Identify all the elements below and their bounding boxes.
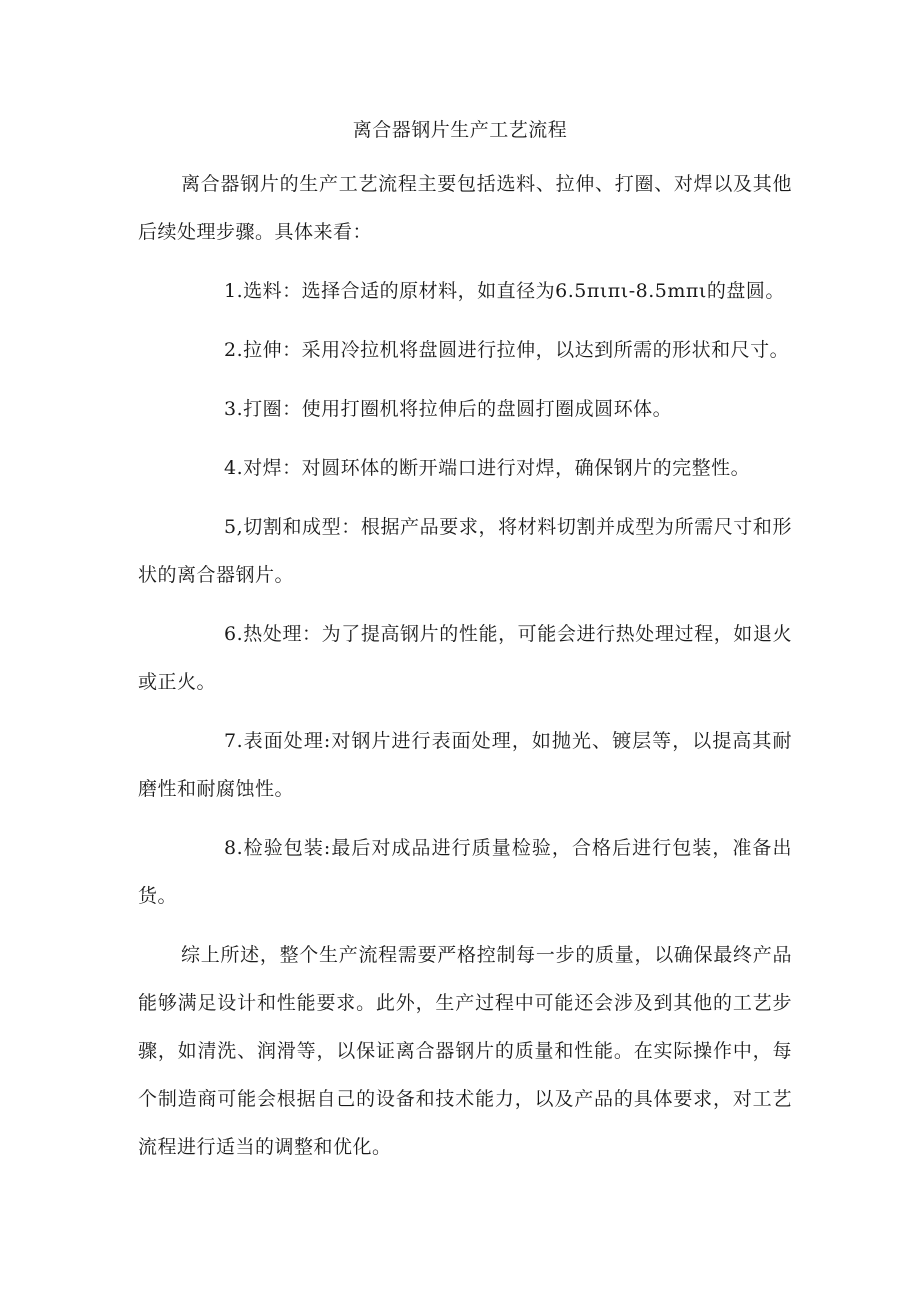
step-item-5 (138, 503, 792, 599)
step-text: .对焊：对圆环体的断开端口进行对焊，确保钢片的完整性。 (236, 457, 751, 479)
step-item-2 (138, 326, 792, 374)
document-title: 离合器钢片生产工艺流程 (352, 119, 568, 141)
step-text: .打圈：使用打圈机将拉伸后的盘圆打圈成圆环体。 (236, 398, 673, 420)
step-text: .检验包装:最后对成品进行质量检验，合格后进行包装，准备出货。 (138, 837, 792, 907)
step-item-6 (138, 610, 792, 706)
intro-paragraph: 离合器钢片的生产工艺流程主要包括选料、拉伸、打圈、对焊以及其他后续处理步骤。具体来看： (138, 173, 792, 243)
step-text: .表面处理:对钢片进行表面处理，如抛光、镀层等，以提高其耐磨性和耐腐蚀性。 (138, 730, 792, 800)
step-number: 8 (224, 837, 237, 859)
step-number: 4 (224, 457, 237, 479)
step-number: 2 (224, 339, 237, 361)
step-item-7 (138, 717, 792, 813)
step-text: .选料：选择合适的原材料，如直径为6.5πιπι-8.5mπι的盘圆。 (236, 280, 785, 302)
step-item-3 (138, 385, 792, 433)
step-item-4 (138, 444, 792, 492)
step-number: 7 (224, 730, 237, 752)
step-item-1 (138, 267, 792, 315)
step-number: 5 (224, 516, 237, 538)
step-item-8 (138, 824, 792, 920)
step-number: 1 (224, 280, 237, 302)
step-number: 3 (224, 398, 237, 420)
conclusion-paragraph: 综上所述，整个生产流程需要严格控制每一步的质量，以确保最终产品能够满足设计和性能要求。此外，生产过程中可能还会涉及到其他的工艺步骤，如清洗、润滑等，以保证离合器钢片的质量和性能。在实际操作中，每个制造商可能会根据自己的设备和技术能力，以及产品的具体要求，对工艺流程进行适当的调整和优化。 (138, 944, 792, 1158)
step-text: .热处理：为了提高钢片的性能，可能会进行热处理过程，如退火或正火。 (138, 623, 792, 693)
step-text: .拉伸：采用冷拉机将盘圆进行拉伸，以达到所需的形状和尺寸。 (236, 339, 790, 361)
step-text: ,切割和成型：根据产品要求，将材料切割并成型为所需尺寸和形状的离合器钢片。 (138, 516, 792, 586)
document-body (138, 160, 792, 1182)
step-number: 6 (224, 623, 237, 645)
